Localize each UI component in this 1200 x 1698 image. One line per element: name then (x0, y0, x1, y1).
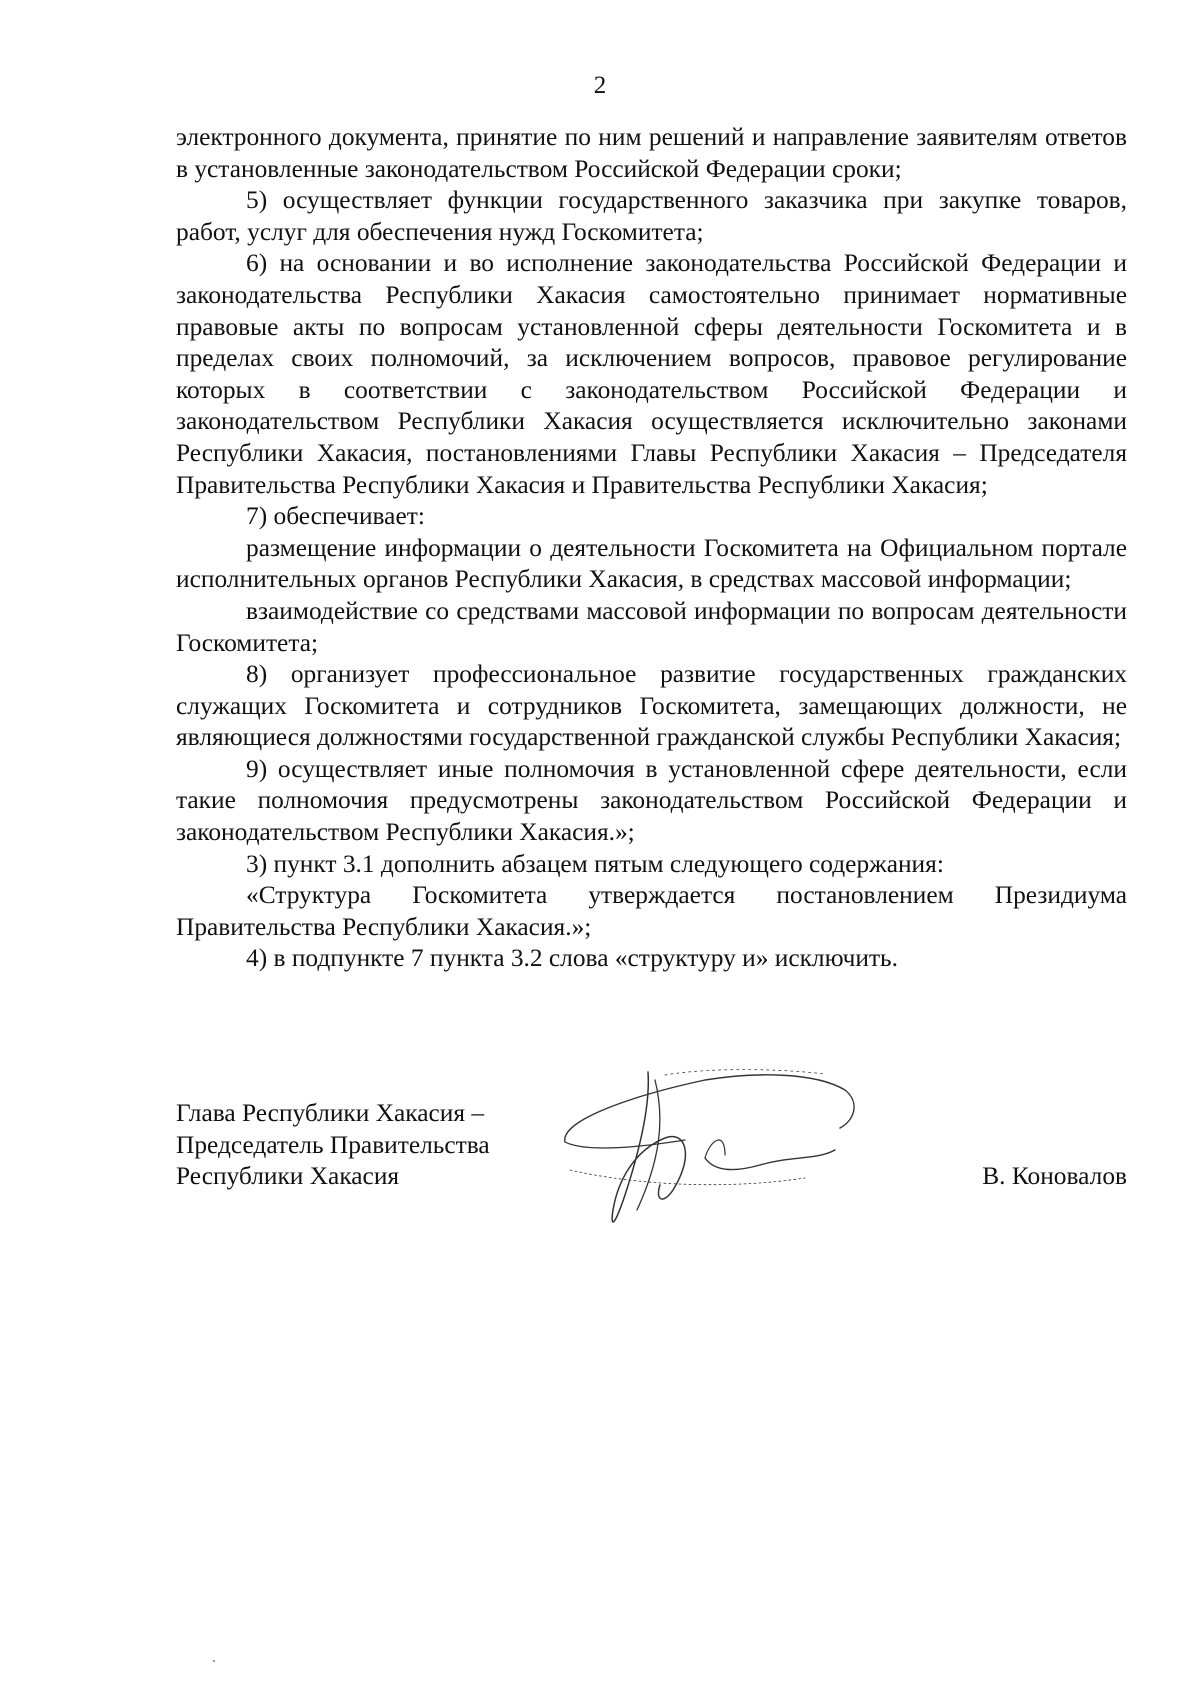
paragraph: 7) обеспечивает: (246, 502, 425, 531)
paragraph: размещение информации о деятельности Госкомитета на Официальном портале исполнительных органов Республики Хакасия, в средствах массовой информации; (176, 533, 1127, 594)
paragraph: 4) в подпункте 7 пункта 3.2 слова «структуру и» исключить. (246, 944, 898, 973)
page-number: 2 (593, 72, 607, 99)
paragraph: 3) пункт 3.1 дополнить абзацем пятым следующего содержания: (246, 849, 944, 878)
document-body (176, 122, 1127, 975)
paragraph: взаимодействие со средствами массовой информации по вопросам деятельности Госкомитета; (176, 596, 1127, 657)
paragraph: электронного документа, принятие по ним решений и направление заявителям ответов в установленные законодательством Российской Федерации сроки; (176, 123, 1127, 183)
signer-position-line: Республики Хакасия (176, 1162, 400, 1191)
paragraph: 9) осуществляет иные полномочия в установленной сфере деятельности, если такие полномочия предусмотрены законодательством Российской Федерации и законодательством Республики Хакасия.»; (176, 754, 1127, 847)
signer-position (176, 1098, 490, 1193)
paragraph: 5) осуществляет функции государственного заказчика при закупке товаров, работ, услуг для обеспечения нужд Госкомитета; (176, 186, 1127, 246)
signer-name: В. Коновалов (982, 1162, 1127, 1190)
paragraph: 8) организует профессиональное развитие государственных гражданских служащих Госкомитета и сотрудников Госкомитета, замещающих должности, не являющиеся должностями государственной гражданской службы Республики Хакасия; (176, 660, 1127, 752)
paragraph: «Структура Госкомитета утверждается постановлением Президиума Правительства Республики Хакасия.»; (176, 881, 1127, 941)
signer-position-line: Глава Республики Хакасия – (176, 1099, 485, 1127)
scan-speck (213, 1660, 215, 1662)
handwritten-signature (555, 1060, 900, 1230)
signer-position-line: Председатель Правительства (176, 1130, 490, 1159)
paragraph: 6) на основании и во исполнение законодательства Российской Федерации и законодательства Республики Хакасия самостоятельно принимает нормативные правовые акты по вопросам установленной сферы деятельности Госкомитета и в пределах своих полномочий, за исключением вопросов, правовое регулирование которых в соответствии с законодательством Российской Федерации и законодательством Республики Хакасия осуществляется исключительно законами Республики Хакасия, постановлениями Главы Республики Хакасия – Председателя Правительства Республики Хакасия и Правительства Республики Хакасия; (176, 249, 1127, 499)
